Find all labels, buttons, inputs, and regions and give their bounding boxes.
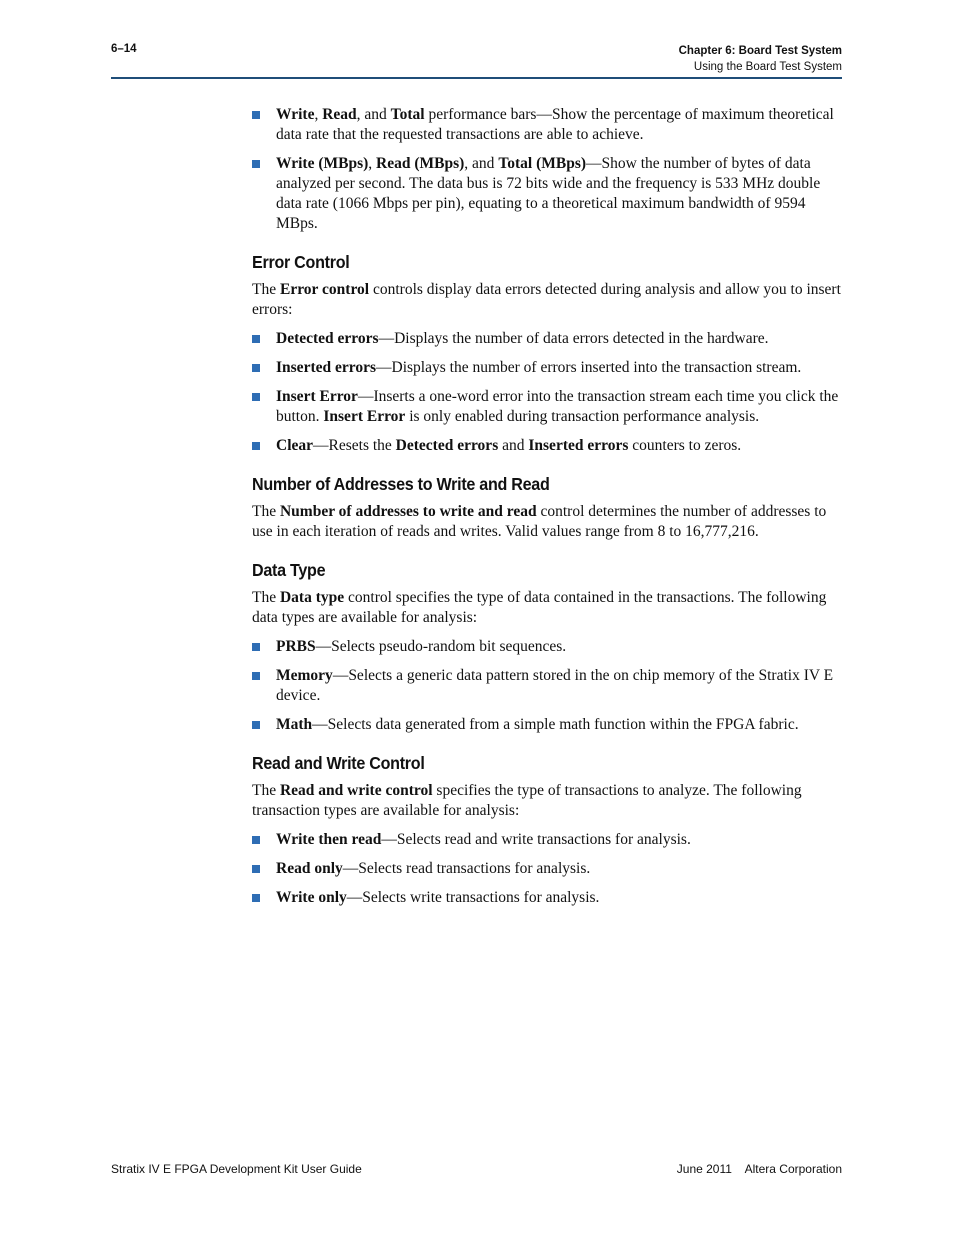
bullet-square-icon: [252, 836, 260, 844]
running-header: [679, 43, 842, 75]
data-type-list: [252, 637, 844, 735]
text: ,: [368, 155, 377, 172]
list-item: [252, 888, 844, 908]
text: —Displays the number of errors inserted into the transaction stream.: [376, 359, 802, 376]
bullet-square-icon: [252, 442, 260, 450]
text: and: [498, 437, 529, 454]
text: specifies the type of transactions to analyze. The following transaction types are available for analysis:: [252, 782, 802, 819]
term: Detected errors: [276, 330, 379, 347]
text: —Selects pseudo-random bit sequences.: [315, 638, 567, 655]
addresses-heading: Number of Addresses to Write and Read: [252, 474, 550, 494]
term: Read and write control: [279, 782, 433, 799]
text: —Selects a generic data pattern stored in the on chip memory of the Stratix IV E device.: [276, 667, 834, 704]
bullet-square-icon: [252, 894, 260, 902]
term: Insert Error: [323, 408, 406, 425]
text: —Inserts a one-word error into the transaction stream each time you click the button.: [276, 388, 839, 425]
term: Write: [276, 106, 315, 123]
term: Data type: [279, 589, 345, 606]
term: Math: [276, 716, 313, 733]
text: , and: [356, 106, 391, 123]
text: —Displays the number of data errors detected in the hardware.: [378, 330, 769, 347]
term: Read (MBps): [376, 155, 465, 172]
page-content: [252, 105, 844, 917]
list-item: [252, 859, 844, 879]
text: counters to zeros.: [628, 437, 742, 454]
bullet-square-icon: [252, 643, 260, 651]
footer-doc-title: Stratix IV E FPGA Development Kit User Guide: [111, 1162, 362, 1176]
section-title: Using the Board Test System: [693, 61, 842, 73]
text: The: [252, 503, 280, 520]
list-item: [252, 154, 844, 234]
term: PRBS: [276, 638, 316, 655]
text: The: [252, 782, 280, 799]
list-item: [252, 358, 844, 378]
term: Memory: [276, 667, 333, 684]
chapter-title: Chapter 6: Board Test System: [678, 45, 842, 57]
list-item: [252, 105, 844, 145]
term: Clear: [276, 437, 314, 454]
text: is only enabled during transaction performance analysis.: [405, 408, 760, 425]
term: Detected errors: [395, 437, 499, 454]
text: The: [252, 281, 280, 298]
text: —Selects read and write transactions for analysis.: [381, 831, 691, 848]
term: Insert Error: [276, 388, 358, 405]
bullet-square-icon: [252, 111, 260, 119]
bullet-square-icon: [252, 364, 260, 372]
term: Write then read: [276, 831, 382, 848]
term: Write only: [276, 889, 347, 906]
text: —Selects read transactions for analysis.: [342, 860, 591, 877]
addresses-paragraph: [252, 502, 844, 542]
text: , and: [464, 155, 499, 172]
bullet-square-icon: [252, 335, 260, 343]
header-rule: [111, 77, 842, 79]
rw-control-heading: Read and Write Control: [252, 753, 425, 773]
list-item: [252, 436, 844, 456]
error-control-intro: [252, 280, 844, 320]
bullet-square-icon: [252, 160, 260, 168]
footer-date-company: June 2011 Altera Corporation: [676, 1162, 842, 1176]
performance-list: [252, 105, 844, 234]
text: —Show the number of bytes of data analyzed per second. The data bus is 72 bits wide and the frequency is 533 MHz double data rate (1066 Mbps per pin), equating to a theoretical maximum bandwidth of 9594 MBps.: [276, 155, 821, 232]
text: The: [252, 589, 280, 606]
term: Inserted errors: [528, 437, 629, 454]
rw-control-intro: [252, 781, 844, 821]
text: —Resets the: [313, 437, 396, 454]
list-item: [252, 637, 844, 657]
text: —Selects write transactions for analysis.: [346, 889, 600, 906]
term: Error control: [279, 281, 370, 298]
bullet-square-icon: [252, 865, 260, 873]
text: control determines the number of addresses to use in each iteration of reads and writes. Valid values range from 8 to 16,777,216.: [252, 503, 827, 540]
page-number: 6–14: [111, 43, 137, 55]
data-type-intro: [252, 588, 844, 628]
term: Write (MBps): [276, 155, 369, 172]
term: Total: [390, 106, 425, 123]
error-control-list: [252, 329, 844, 456]
text: —Selects data generated from a simple math function within the FPGA fabric.: [312, 716, 799, 733]
term: Inserted errors: [276, 359, 377, 376]
term: Total (MBps): [498, 155, 587, 172]
term: Read: [322, 106, 357, 123]
list-item: [252, 387, 844, 427]
bullet-square-icon: [252, 672, 260, 680]
text: controls display data errors detected during analysis and allow you to insert errors:: [252, 281, 841, 318]
list-item: [252, 666, 844, 706]
rw-control-list: [252, 830, 844, 908]
bullet-square-icon: [252, 721, 260, 729]
list-item: [252, 830, 844, 850]
text: ,: [314, 106, 323, 123]
data-type-heading: Data Type: [252, 560, 326, 580]
error-control-heading: Error Control: [252, 252, 350, 272]
bullet-square-icon: [252, 393, 260, 401]
term: Read only: [276, 860, 343, 877]
text: control specifies the type of data contained in the transactions. The following data types are available for analysis:: [252, 589, 827, 626]
list-item: [252, 715, 844, 735]
text: performance bars—Show the percentage of maximum theoretical data rate that the requested transactions are able to achieve.: [276, 106, 834, 143]
list-item: [252, 329, 844, 349]
term: Number of addresses to write and read: [279, 503, 537, 520]
